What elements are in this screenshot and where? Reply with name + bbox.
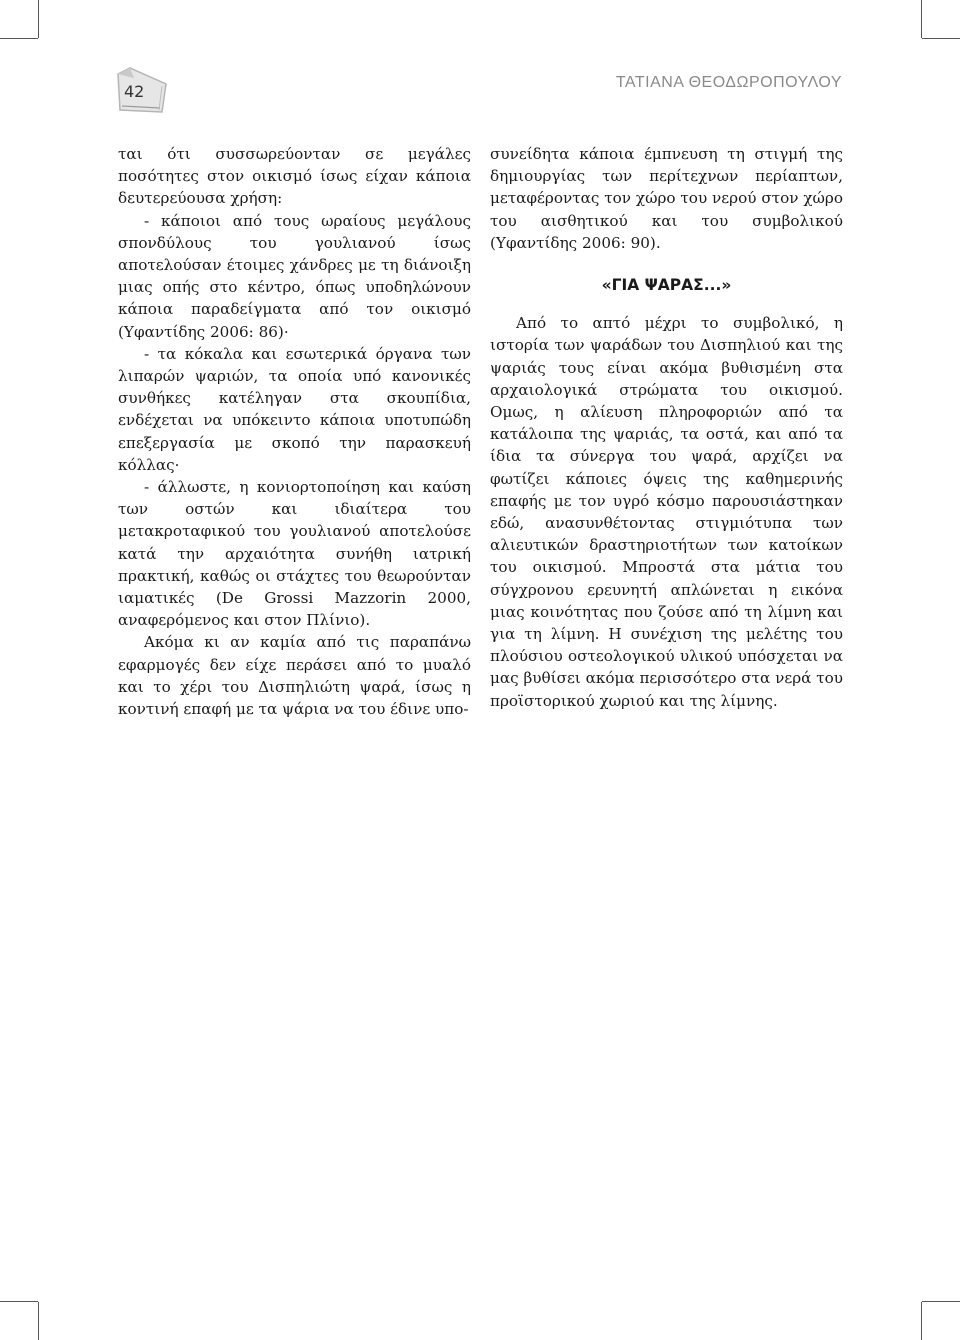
- crop-mark: [38, 0, 39, 38]
- crop-mark: [922, 1301, 960, 1302]
- paragraph: Από το απτό μέχρι το συμβολικό, η ιστορία των ψαράδων του Δισπηλιού και της ψαριάς τους είναι ακόμα βυθισμένη στα αρχαιολογικά στρώματα του οικισμού. Ομως, η αλίευση πληροφοριών από τα κατάλοιπα της ψαριάς, τα οστά, και από τα ίδια τα σύνεργα του ψαρά, αρχίζει να φωτίζει κάποιες όψεις της καθημερινής επαφής με τον υγρό κόσμο παρουσιάστηκαν εδώ, ανασυνθέτοντας στιγμιότυπα των αλιευτικών δραστηριοτήτων των κατοίκων του οικισμού. Μπροστά στα μάτια του σύγχρονου ερευνητή απλώνεται η εικόνα μιας κοινότητας που ζούσε από τη λίμνη και για τη λίμνη. Η συνέχιση της μελέτης του πλούσιου οστεολογικού υλικού υπόσχεται να μας βυθίσει ακόμα περισσότερο στα νερά του προϊστορικού χωριού και της λίμνης.: [490, 314, 843, 710]
- section-heading: «ΓΙΑ ΨΑΡΑΣ...»: [601, 276, 732, 295]
- page-number: 42: [124, 82, 145, 101]
- list-item: - άλλωστε, η κονιορτοποίηση και καύση των οστών και ιδιαίτερα του μετακροταφικού του γουλιανού αποτελούσε κατά την αρχαιότητα συνήθη ιατρική πρακτική, καθώς οι στάχτες του θεωρούνταν ιαματικές (De Grossi Mazzorin 2000, αναφερόμενος και στον Πλίνιο).: [118, 478, 471, 630]
- page-number-badge: [112, 66, 170, 114]
- crop-mark: [921, 0, 922, 38]
- crop-mark: [38, 1302, 39, 1340]
- crop-mark: [922, 38, 960, 39]
- paragraph: συνείδητα κάποια έμπνευση τη στιγμή της δημιουργίας των περίτεχνων περίαπτων, μεταφέροντας τον χώρο του νερού στον χώρο του αισθητικού και του συμβολικού (Υφαντίδης 2006: 90).: [490, 145, 843, 252]
- list-item: - τα κόκαλα και εσωτερικά όργανα των λιπαρών ψαριών, τα οποία υπό κανονικές συνθήκες κατέληγαν στα σκουπίδια, ενδέχεται να υπόκειντο κάποια υποτυπώδη επεξεργασία με σκοπό την παρασκευή κόλλας·: [118, 344, 471, 474]
- paragraph: ται ότι συσσωρεύονταν σε μεγάλες ποσότητες στον οικισμό ίσως είχαν κάποια δευτερεύουσα χρήση:: [118, 145, 471, 208]
- right-text-column: [490, 143, 843, 712]
- crop-mark: [0, 38, 38, 39]
- crop-mark: [0, 1301, 38, 1302]
- list-item: - κάποιοι από τους ωραίους μεγάλους σπονδύλους του γουλιανού ίσως αποτελούσαν έτοιμες χάνδρες με τη διάνοιξη μιας οπής στο κέντρο, όπως υποδηλώνουν κάποια παραδείγματα από τον οικισμό (Υφαντίδης 2006: 86)·: [118, 211, 471, 341]
- paragraph: Ακόμα κι αν καμία από τις παραπάνω εφαρμογές δεν είχε περάσει από το μυαλό και το χέρι του Δισπηλιώτη ψαρά, ίσως η κοντινή επαφή με τα ψάρια να του έδινε υπο-: [118, 633, 471, 719]
- left-text-column: [118, 143, 471, 720]
- running-head-author: ΤΑΤΙΑΝΑ ΘΕΟΔΩΡΟΠΟΥΛΟΥ: [615, 74, 842, 91]
- crop-mark: [921, 1302, 922, 1340]
